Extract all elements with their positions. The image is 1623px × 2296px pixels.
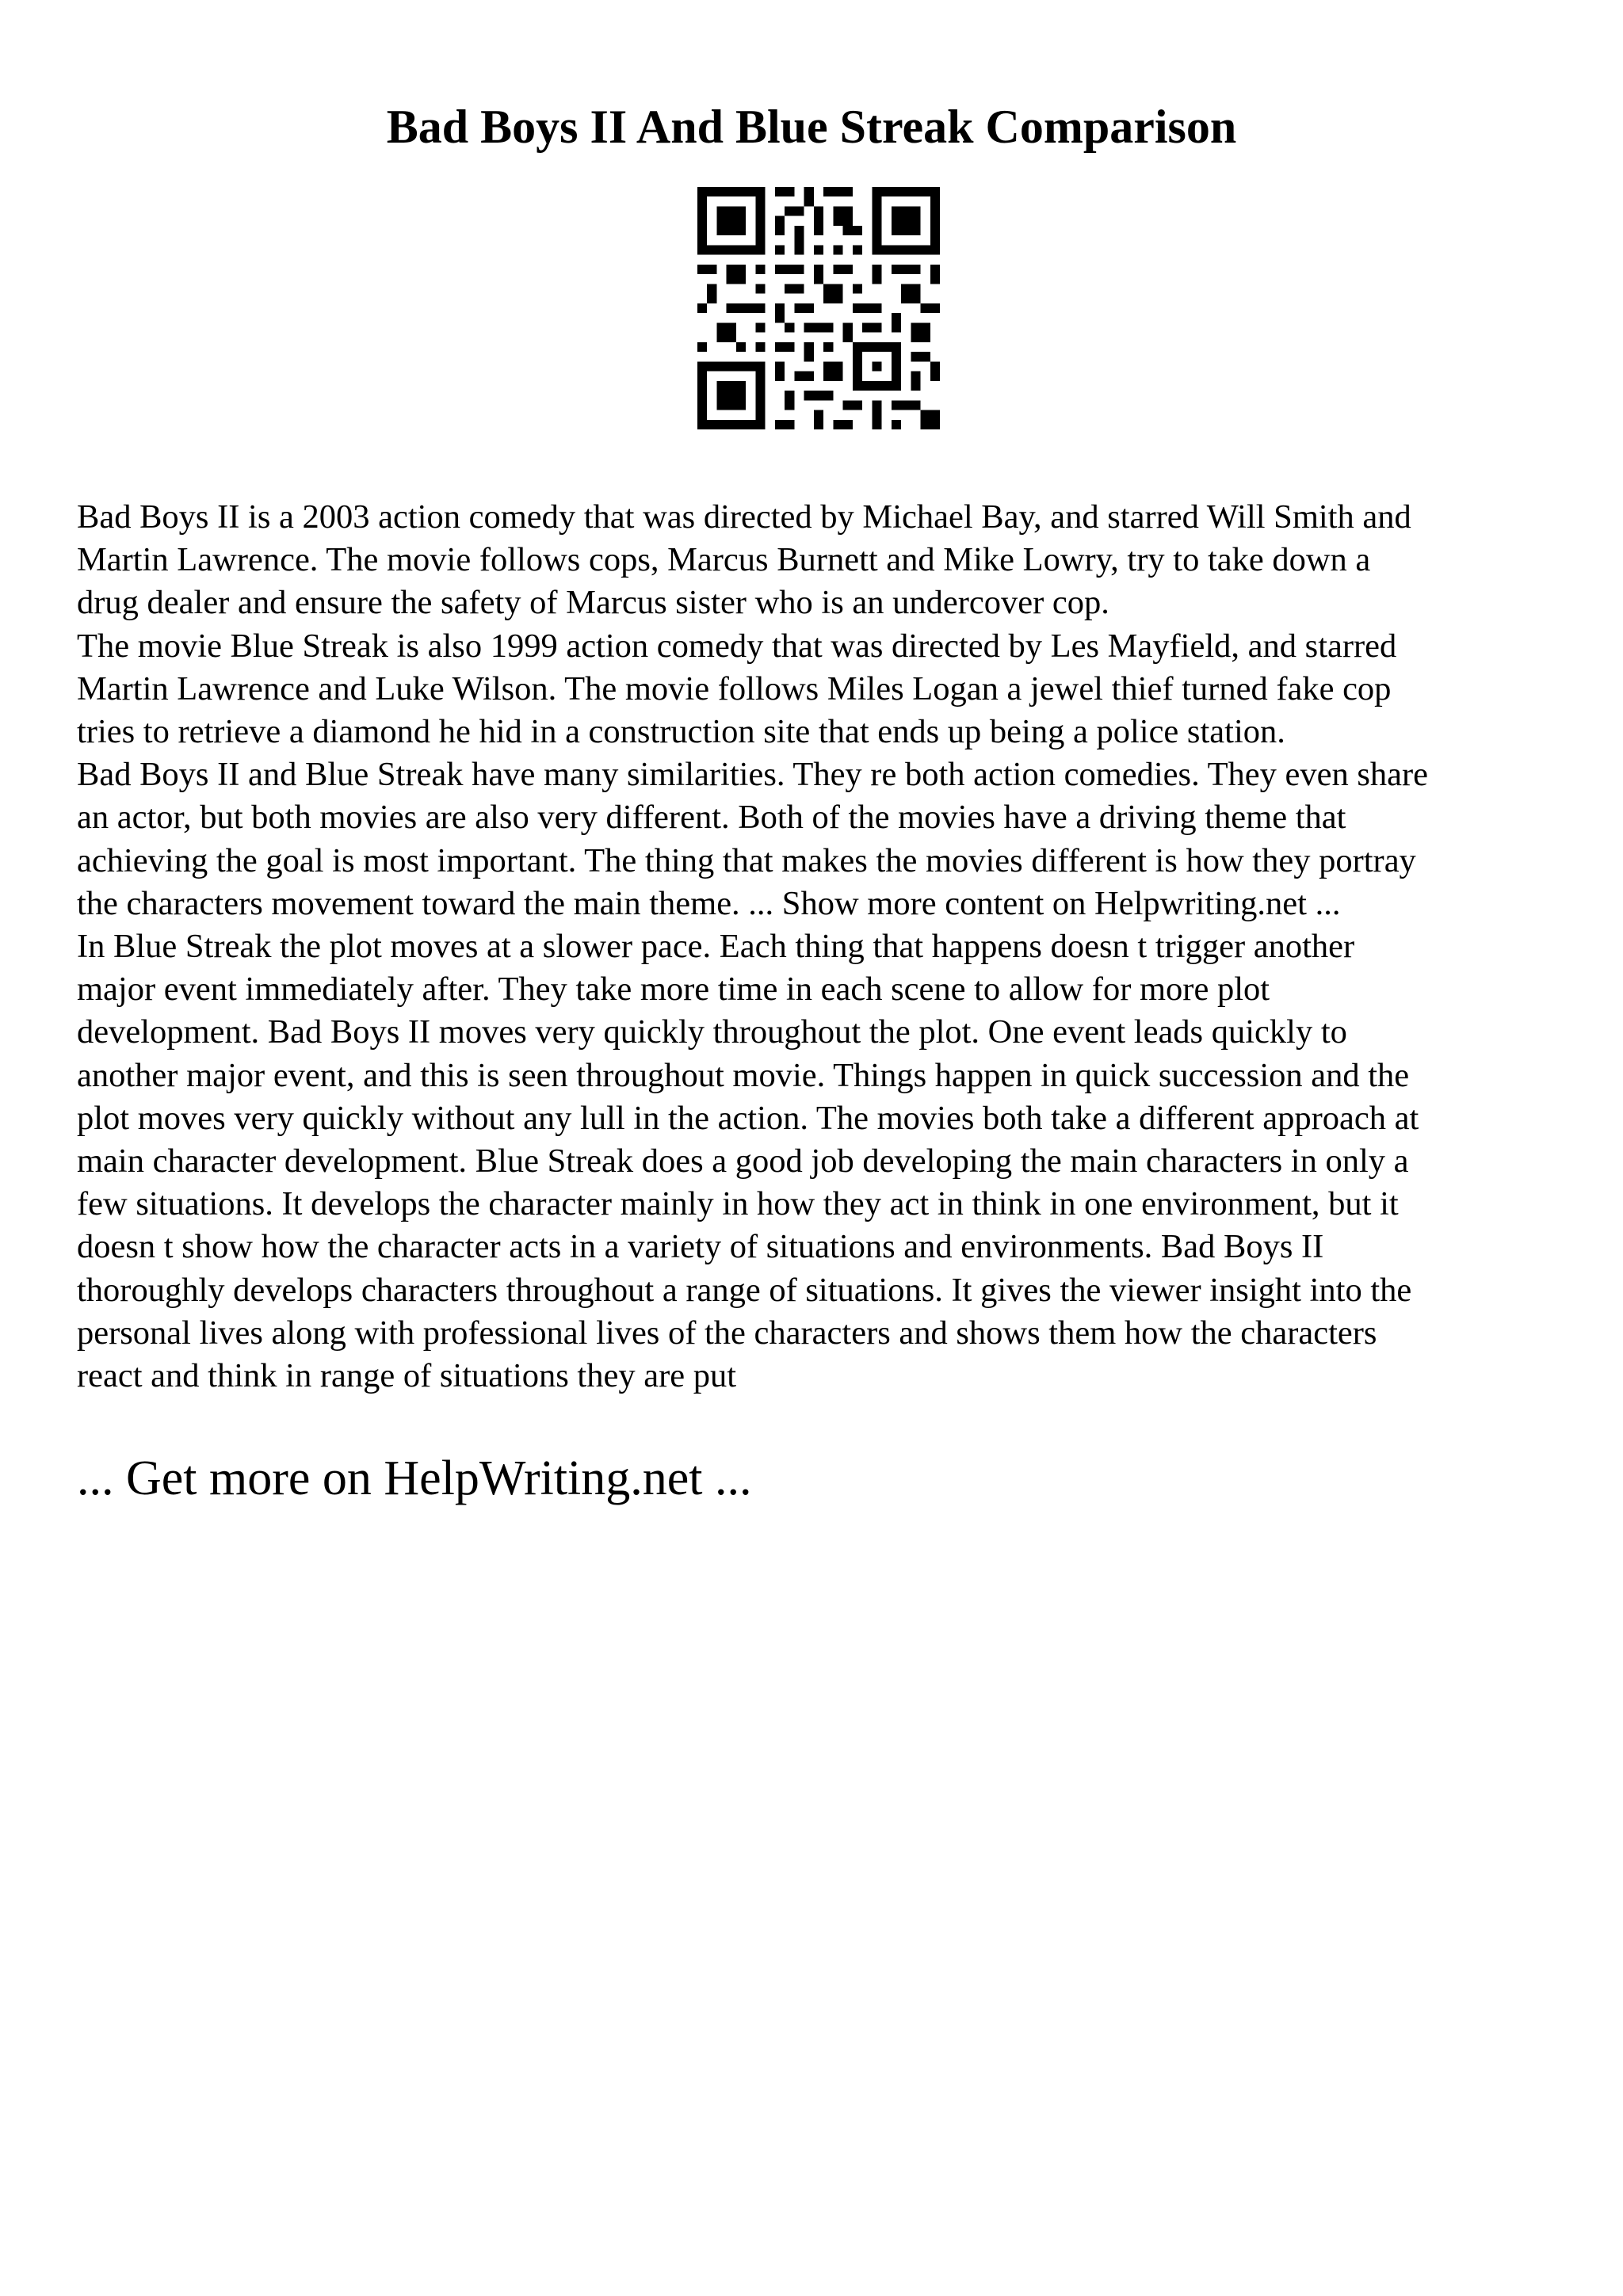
body-line: development. Bad Boys II moves very quickly throughout the plot. One event leads quickly to	[77, 1013, 1347, 1051]
document-title: Bad Boys II And Blue Streak Comparison	[386, 101, 1237, 153]
body-line: major event immediately after. They take more time in each scene to allow for more plot	[77, 971, 1270, 1009]
body-line: personal lives along with professional lives of the characters and shows them how the characters	[77, 1314, 1377, 1352]
body-line: tries to retrieve a diamond he hid in a construction site that ends up being a police station.	[77, 713, 1285, 751]
qr-code-icon	[697, 187, 940, 429]
body-line: Bad Boys II and Blue Streak have many similarities. They re both action comedies. They even share	[77, 756, 1429, 794]
body-line: achieving the goal is most important. The thing that makes the movies different is how they portray	[77, 841, 1416, 879]
body-line: thoroughly develops characters throughout a range of situations. It gives the viewer insight into the	[77, 1271, 1412, 1309]
body-line: Martin Lawrence. The movie follows cops, Marcus Burnett and Mike Lowry, try to take down a	[77, 541, 1371, 579]
body-line: doesn t show how the character acts in a variety of situations and environments. Bad Boys II	[77, 1228, 1324, 1266]
body-line: In Blue Streak the plot moves at a slower pace. Each thing that happens doesn t trigger another	[77, 928, 1355, 966]
body-line: drug dealer and ensure the safety of Marcus sister who is an undercover cop.	[77, 584, 1109, 622]
body-line: plot moves very quickly without any lull in the action. The movies both take a different approach at	[77, 1099, 1419, 1137]
body-line: Martin Lawrence and Luke Wilson. The movie follows Miles Logan a jewel thief turned fake cop	[77, 669, 1392, 707]
body-line: the characters movement toward the main theme. ... Show more content on Helpwriting.net ...	[77, 884, 1341, 922]
article-body	[77, 496, 1571, 1398]
body-line: react and think in range of situations they are put	[77, 1357, 737, 1395]
body-line: another major event, and this is seen throughout movie. Things happen in quick succession and the	[77, 1056, 1410, 1094]
body-line: The movie Blue Streak is also 1999 action comedy that was directed by Les Mayfield, and starred	[77, 627, 1397, 665]
body-line: few situations. It develops the character mainly in how they act in think in one environment, but it	[77, 1185, 1399, 1223]
body-line: an actor, but both movies are also very different. Both of the movies have a driving theme that	[77, 799, 1346, 837]
body-line: main character development. Blue Streak does a good job developing the main characters in only a	[77, 1142, 1409, 1180]
get-more-link[interactable]: ... Get more on HelpWriting.net ...	[77, 1451, 752, 1505]
body-line: Bad Boys II is a 2003 action comedy that was directed by Michael Bay, and starred Will Smith and	[77, 498, 1411, 536]
